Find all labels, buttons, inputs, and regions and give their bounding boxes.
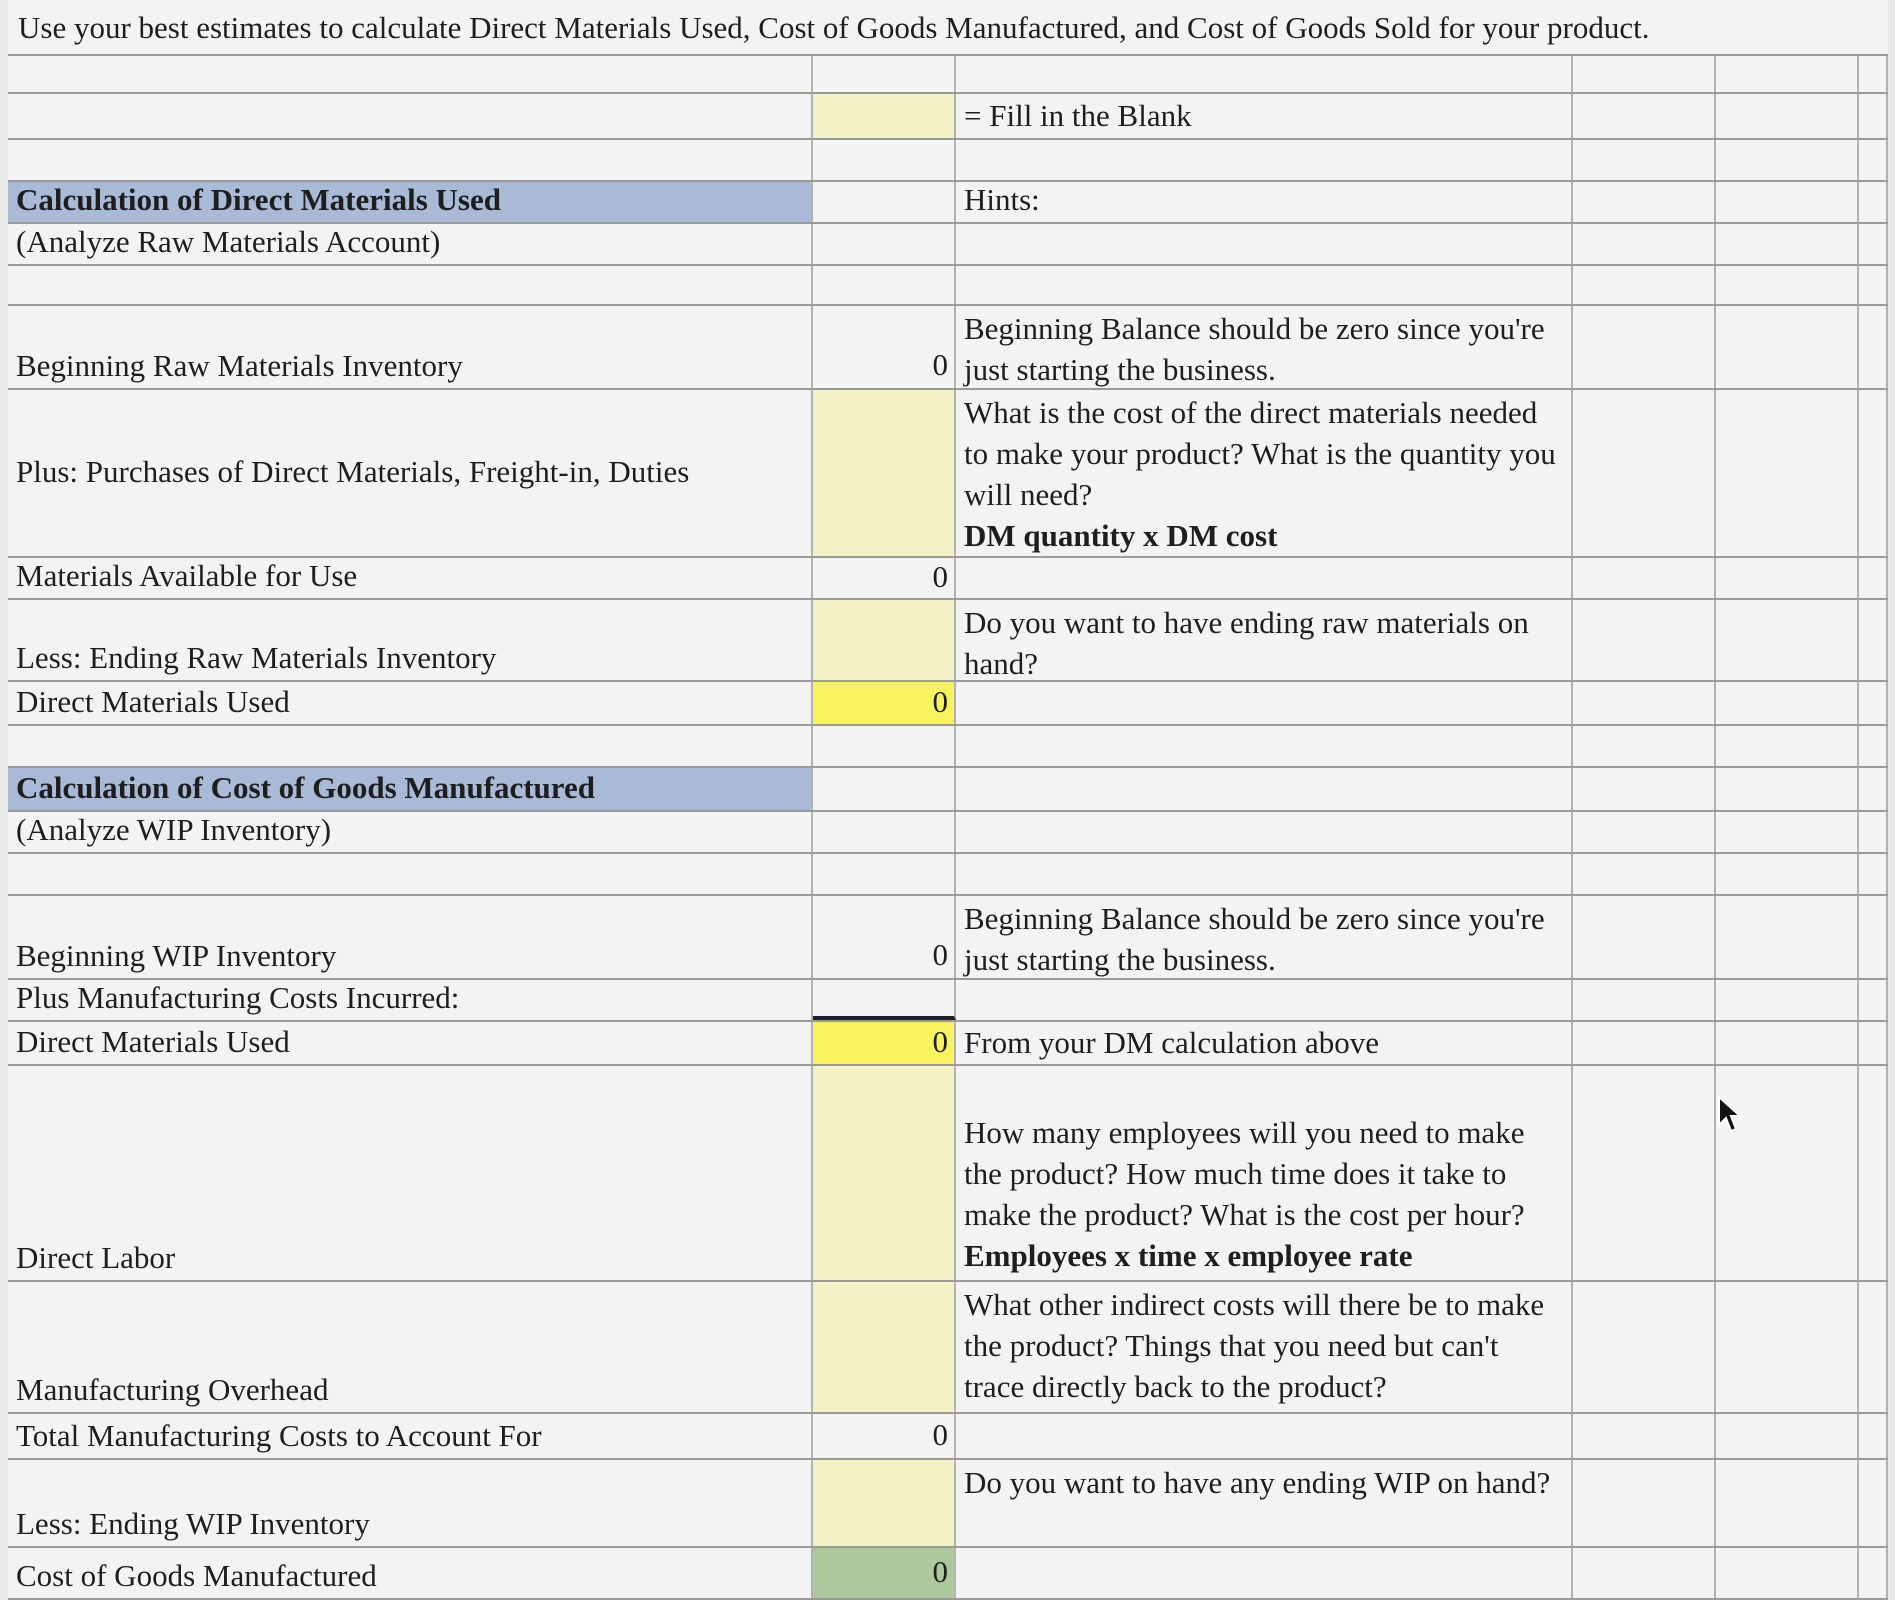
overhead-row <box>8 1282 1888 1414</box>
legend-row <box>8 94 1888 140</box>
blank-row <box>8 140 1888 182</box>
value-cell[interactable]: 0 <box>813 1022 956 1064</box>
input-cell[interactable] <box>813 1460 956 1546</box>
dm-used-row <box>8 682 1888 726</box>
wip-beginning-row <box>8 896 1888 980</box>
hint-text: How many employees will you need to make the product? How much time does it take to make the product? What is the cost per hour? <box>964 1115 1525 1232</box>
cogm-subheading-row <box>8 812 1888 854</box>
blank-row <box>8 726 1888 768</box>
value-cell[interactable]: 0 <box>813 558 956 598</box>
blank-row <box>8 56 1888 94</box>
hint-text: From your DM calculation above <box>956 1022 1573 1064</box>
instructions-title: Use your best estimates to calculate Direct Materials Used, Cost of Goods Manufactured, and Cost of Goods Sold for your product. <box>8 0 1888 56</box>
input-cell[interactable] <box>813 600 956 680</box>
row-label: Plus: Purchases of Direct Materials, Freight-in, Duties <box>8 390 813 556</box>
arrow-cursor-icon <box>1717 1095 1743 1135</box>
input-cell[interactable] <box>813 1282 956 1412</box>
row-label: Beginning WIP Inventory <box>8 896 813 978</box>
row-label: Manufacturing Overhead <box>8 1282 813 1412</box>
cogm-section-heading: Calculation of Cost of Goods Manufactured <box>8 768 813 810</box>
value-cell[interactable]: 0 <box>813 1548 956 1598</box>
total-costs-row <box>8 1414 1888 1460</box>
hint-text: Do you want to have ending raw materials on hand? <box>956 600 1573 680</box>
dm-ending-row <box>8 600 1888 682</box>
hint-text: Beginning Balance should be zero since you're just starting the business. <box>956 306 1573 388</box>
value-cell[interactable]: 0 <box>813 896 956 978</box>
input-cell[interactable] <box>813 1066 956 1280</box>
hints-label: Hints: <box>956 182 1573 222</box>
row-label: Direct Materials Used <box>8 682 813 724</box>
row-label: Plus Manufacturing Costs Incurred: <box>8 980 813 1020</box>
dm-available-row <box>8 558 1888 600</box>
blank-row <box>8 854 1888 896</box>
cogm-row <box>8 1548 1888 1600</box>
value-cell[interactable]: 0 <box>813 1414 956 1458</box>
plus-costs-row <box>8 980 1888 1022</box>
hint-text: What is the cost of the direct materials needed to make your product? What is the quantity you will need? <box>964 395 1556 512</box>
cogm-dm-used-row <box>8 1022 1888 1066</box>
row-label: Beginning Raw Materials Inventory <box>8 306 813 388</box>
dm-heading-row <box>8 182 1888 224</box>
dm-purchases-row <box>8 390 1888 558</box>
value-cell[interactable]: 0 <box>813 306 956 388</box>
row-label: Less: Ending WIP Inventory <box>8 1460 813 1546</box>
row-label: Materials Available for Use <box>8 558 813 598</box>
hint-text: Do you want to have any ending WIP on hand? <box>956 1460 1573 1546</box>
input-cell[interactable] <box>813 390 956 556</box>
spreadsheet <box>8 0 1888 1600</box>
legend-swatch <box>813 94 956 138</box>
hint-block <box>956 1066 1573 1280</box>
legend-label: = Fill in the Blank <box>956 94 1573 138</box>
wip-ending-row <box>8 1460 1888 1548</box>
cogm-section-subheading: (Analyze WIP Inventory) <box>8 812 813 852</box>
dm-section-heading: Calculation of Direct Materials Used <box>8 182 813 222</box>
dm-beginning-row <box>8 306 1888 390</box>
cogm-heading-row <box>8 768 1888 812</box>
row-label: Direct Labor <box>8 1066 813 1280</box>
row-label: Direct Materials Used <box>8 1022 813 1064</box>
row-label: Cost of Goods Manufactured <box>8 1548 813 1598</box>
hint-formula: DM quantity x DM cost <box>964 518 1278 553</box>
row-label: Total Manufacturing Costs to Account For <box>8 1414 813 1458</box>
hint-text: What other indirect costs will there be to make the product? Things that you need but can't trace directly back to the product? <box>956 1282 1573 1412</box>
blank-row <box>8 266 1888 306</box>
hint-text: Beginning Balance should be zero since you're just starting the business. <box>956 896 1573 978</box>
value-cell[interactable]: 0 <box>813 682 956 724</box>
dm-section-subheading: (Analyze Raw Materials Account) <box>8 224 813 264</box>
direct-labor-row <box>8 1066 1888 1282</box>
hint-block <box>956 390 1573 556</box>
row-label: Less: Ending Raw Materials Inventory <box>8 600 813 680</box>
hint-formula: Employees x time x employee rate <box>964 1238 1413 1273</box>
dm-subheading-row <box>8 224 1888 266</box>
